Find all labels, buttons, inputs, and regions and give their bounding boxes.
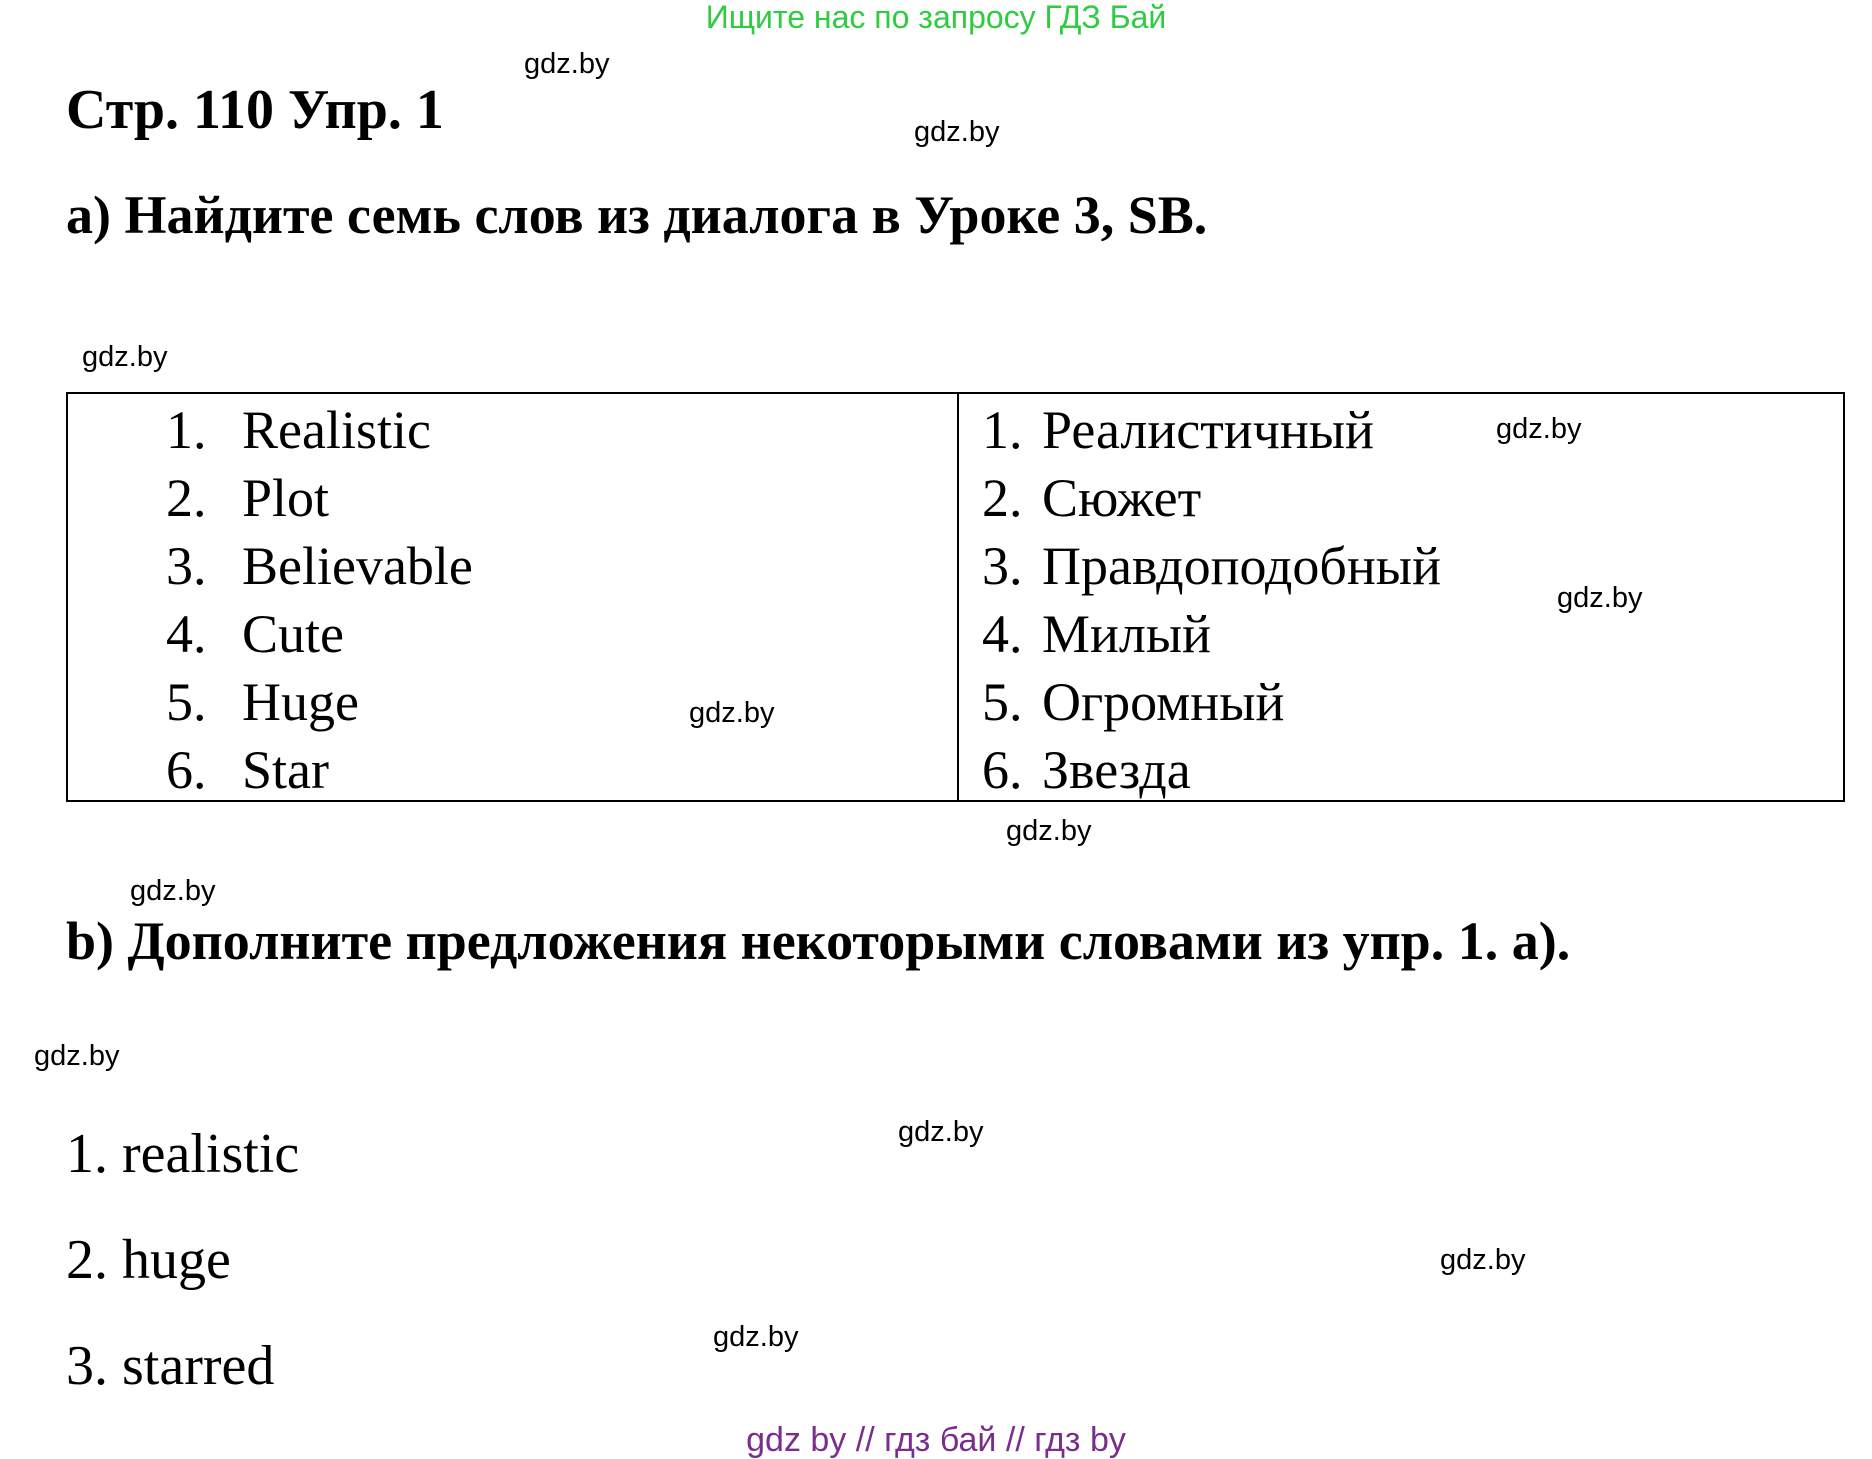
list-item [166,396,473,464]
item-word: Звезда [1042,740,1191,800]
list-item [982,600,1441,668]
watermark: gdz.by [82,341,168,373]
item-number: 2. [166,468,207,528]
footer-links: gdz by // гдз бай // гдз by [746,1421,1126,1459]
list-item [166,668,473,736]
watermark: gdz.by [713,1321,799,1353]
watermark: gdz.by [1440,1244,1526,1276]
list-item [166,736,473,804]
item-word: Star [242,740,329,800]
item-word: Правдоподобный [1042,536,1441,596]
item-number: 3. [982,536,1023,596]
task-b-heading: b) Дополните предложения некоторыми словами из упр. 1. a). [66,911,1571,971]
english-column [166,396,473,804]
list-item [982,464,1441,532]
item-number: 3. [166,536,207,596]
list-item [166,464,473,532]
russian-column [982,396,1441,804]
item-word: Believable [242,536,473,596]
item-word: Реалистичный [1042,400,1374,460]
table-divider [957,394,959,800]
item-number: 1. [982,400,1023,460]
watermark: gdz.by [130,875,216,907]
top-banner: Ищите нас по запросу ГДЗ Бай [705,0,1167,35]
item-number: 2. [982,468,1023,528]
item-number: 4. [166,604,207,664]
answer-item: 3. starred [66,1335,275,1397]
watermark: gdz.by [524,48,610,80]
watermark: gdz.by [1006,815,1092,847]
item-word: Огромный [1042,672,1285,732]
list-item [982,396,1441,464]
watermark: gdz.by [914,116,1000,148]
item-number: 5. [982,672,1023,732]
watermark: gdz.by [1496,413,1582,445]
item-word: Милый [1042,604,1212,664]
item-word: Huge [242,672,359,732]
list-item [166,600,473,668]
item-word: Cute [242,604,344,664]
answer-item: 2. huge [66,1229,231,1291]
answer-item: 1. realistic [66,1123,300,1185]
list-item [982,532,1441,600]
watermark: gdz.by [1557,582,1643,614]
page-title: Стр. 110 Упр. 1 [66,79,444,141]
item-number: 6. [982,740,1023,800]
item-word: Plot [242,468,330,528]
item-number: 6. [166,740,207,800]
item-number: 5. [166,672,207,732]
item-word: Realistic [242,400,431,460]
item-number: 1. [166,400,207,460]
task-a-heading: a) Найдите семь слов из диалога в Уроке 3, SB. [66,185,1208,245]
list-item [166,532,473,600]
list-item [982,668,1441,736]
watermark: gdz.by [689,697,775,729]
item-word: Сюжет [1042,468,1202,528]
item-number: 4. [982,604,1023,664]
list-item [982,736,1441,804]
watermark: gdz.by [898,1116,984,1148]
watermark: gdz.by [34,1040,120,1072]
